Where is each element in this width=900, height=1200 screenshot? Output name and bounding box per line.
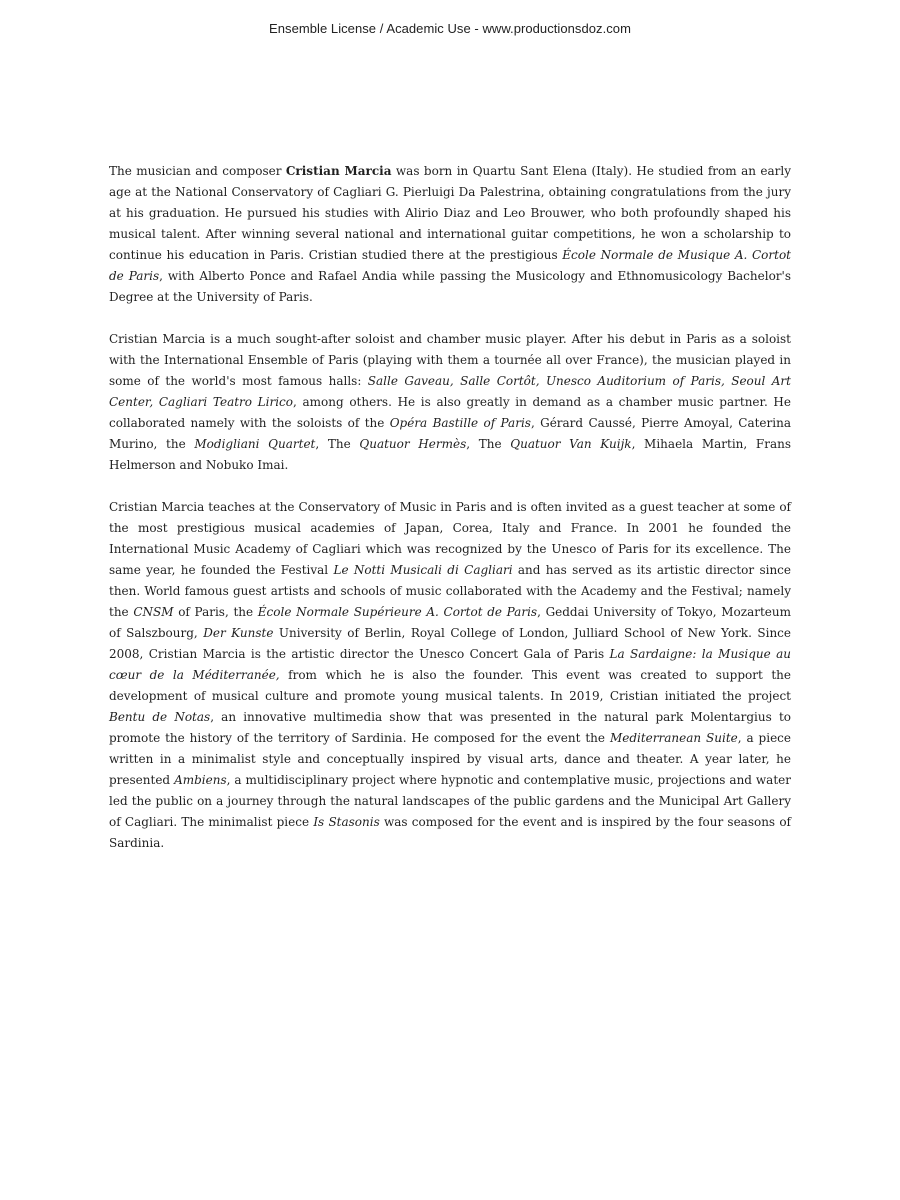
italic-title: Le Notti Musicali di Cagliari [333, 563, 513, 577]
page-header-license: Ensemble License / Academic Use - www.productionsdoz.com [269, 21, 631, 36]
italic-title: La Sardaigne: la Musique au cœur de la Méditerranée, [109, 647, 791, 682]
italic-title: École Normale Supérieure A. Cortot de Paris [257, 605, 538, 619]
bio-paragraph-2: Cristian Marcia is a much sought-after soloist and chamber music player. After his debut in Paris as a soloist with the International Ensemble of Paris (playing with them a tournée all over France), the musician played in some of the world's most famous halls: Salle Gaveau, Salle Cortôt, Unesco Auditorium of Paris, Seoul Art Center, Cagliari Teatro Lirico, among others. He is also greatly in demand as a chamber music partner. He collaborated namely with the soloists of the Opéra Bastille of Paris, Gérard Caussé, Pierre Amoyal, Caterina Murino, the Modigliani Quartet, The Quatuor Hermès, The Quatuor Van Kuijk, Mihaela Martin, Frans Helmerson and Nobuko Imai. [109, 332, 791, 472]
italic-title: Ambiens [174, 773, 227, 787]
bold-name: Cristian Marcia [285, 164, 392, 178]
biography-text [109, 161, 791, 875]
italic-title: Der Kunste [203, 626, 274, 640]
bio-paragraph-3: Cristian Marcia teaches at the Conservatory of Music in Paris and is often invited as a guest teacher at some of the most prestigious musical academies of Japan, Corea, Italy and France. In 2001 he founded the International Music Academy of Cagliari which was recognized by the Unesco of Paris for its excellence. The same year, he founded the Festival Le Notti Musicali di Cagliari and has served as its artistic director since then. World famous guest artists and schools of music collaborated with the Academy and the Festival; namely the CNSM of Paris, the École Normale Supérieure A. Cortot de Paris, Geddai University of Tokyo, Mozarteum of Salszbourg, Der Kunste University of Berlin, Royal College of London, Julliard School of New York. Since 2008, Cristian Marcia is the artistic director the Unesco Concert Gala of Paris La Sardaigne: la Musique au cœur de la Méditerranée, from which he is also the founder. This event was created to support the development of musical culture and promote young musical talents. In 2019, Cristian initiated the project Bentu de Notas, an innovative multimedia show that was presented in the natural park Molentargius to promote the history of the territory of Sardinia. He composed for the event the Mediterranean Suite, a piece written in a minimalist style and conceptually inspired by visual arts, dance and theater. A year later, he presented Ambiens, a multidisciplinary project where hypnotic and contemplative music, projections and water led the public on a journey through the natural landscapes of the public gardens and the Municipal Art Gallery of Cagliari. The minimalist piece Is Stasonis was composed for the event and is inspired by the four seasons of Sardinia. [109, 500, 792, 850]
italic-title: Salle Gaveau, Salle Cortôt, Unesco Auditorium of Paris, Seoul Art Center, Cagliari Teatro Lirico [109, 374, 791, 409]
italic-title: École Normale de Musique A. Cortot de Paris [109, 248, 791, 283]
italic-title: Modigliani Quartet [194, 437, 316, 451]
italic-title: Quatuor Van Kuijk [510, 437, 632, 451]
italic-title: Is Stasonis [313, 815, 380, 829]
italic-title: Bentu de Notas [109, 710, 211, 724]
italic-title: Quatuor Hermès [359, 437, 467, 451]
italic-title: CNSM [133, 605, 174, 619]
italic-title: Mediterranean Suite [609, 731, 738, 745]
bio-paragraph-1: The musician and composer Cristian Marcia was born in Quartu Sant Elena (Italy). He studied from an early age at the National Conservatory of Cagliari G. Pierluigi Da Palestrina, obtaining congratulations from the jury at his graduation. He pursued his studies with Alirio Diaz and Leo Brouwer, who both profoundly shaped his musical talent. After winning several national and international guitar competitions, he won a scholarship to continue his education in Paris. Cristian studied there at the prestigious École Normale de Musique A. Cortot de Paris, with Alberto Ponce and Rafael Andia while passing the Musicology and Ethnomusicology Bachelor's Degree at the University of Paris. [109, 164, 791, 304]
italic-title: Opéra Bastille of Paris [389, 416, 531, 430]
